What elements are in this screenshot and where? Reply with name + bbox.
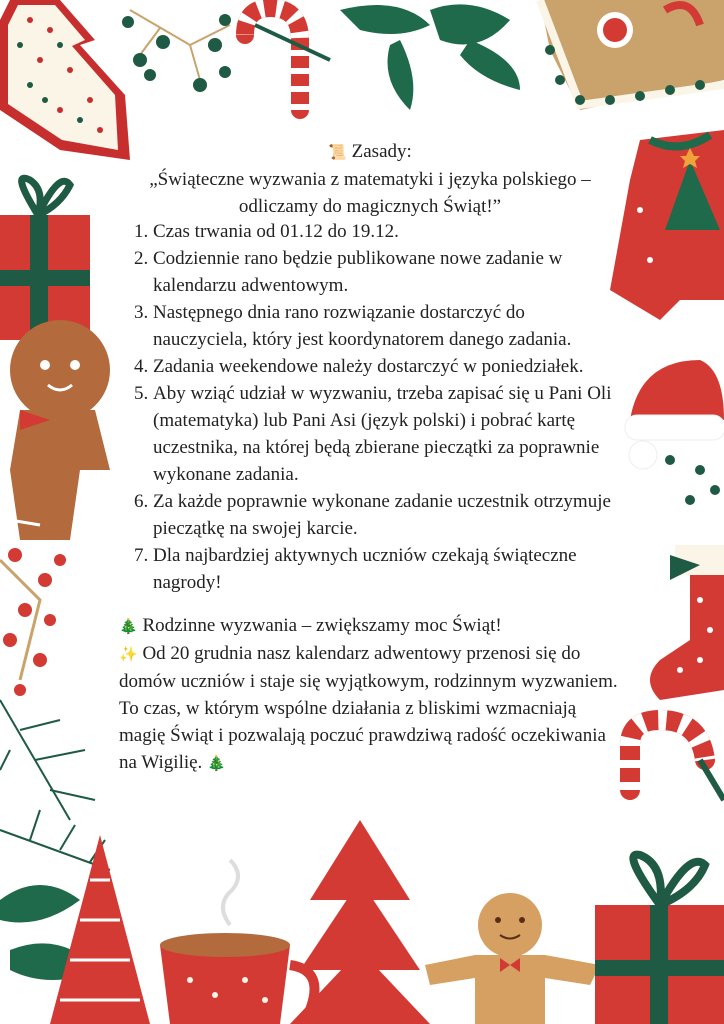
rules-list	[134, 218, 624, 596]
rule-item	[134, 218, 624, 245]
rule-text: Za każde poprawnie wykonane zadanie uczestnik otrzymuje pieczątkę na swojej karcie.	[153, 491, 611, 539]
rule-text: Aby wziąć udział w wyzwaniu, trzeba zapisać się u Pani Oli (matematyka) lub Pani Asi (język polski) i pobrać kartę uczestnika, na której będą zbierane pieczątki za poprawnie wykonane zadania.	[153, 383, 612, 485]
challenge-subtitle-line2: odliczamy do magicznych Świąt!”	[238, 196, 502, 217]
rule-number: 6.	[134, 491, 149, 512]
rule-number: 2.	[134, 248, 149, 269]
rule-item	[134, 299, 624, 353]
rule-text: Codziennie rano będzie publikowane nowe zadanie w kalendarzu adwentowym.	[153, 248, 563, 296]
sparkles-icon: ✨	[119, 645, 138, 663]
rules-title: Zasady:	[351, 141, 412, 162]
rule-text: Dla najbardziej aktywnych uczniów czekają świąteczne nagrody!	[153, 545, 577, 593]
family-challenge-section	[119, 612, 624, 777]
rule-item	[134, 542, 624, 596]
rules-title-line	[130, 138, 610, 166]
christmas-tree-icon: 🎄	[119, 617, 138, 635]
rules-header	[130, 138, 610, 220]
rule-text: Czas trwania od 01.12 do 19.12.	[153, 221, 399, 242]
rule-number: 3.	[134, 302, 149, 323]
rule-number: 5.	[134, 383, 149, 404]
rule-item	[134, 245, 624, 299]
challenge-subtitle-line1: „Świąteczne wyzwania z matematyki i języka polskiego –	[149, 169, 591, 190]
family-text-paragraph	[119, 640, 624, 777]
rule-number: 1.	[134, 221, 149, 242]
family-heading: Rodzinne wyzwania – zwiększamy moc Świąt!	[142, 615, 502, 636]
scroll-icon: 📜	[328, 143, 347, 161]
christmas-tree-end-icon: 🎄	[207, 754, 226, 772]
rule-item	[134, 488, 624, 542]
rule-item	[134, 353, 624, 380]
family-heading-line	[119, 612, 624, 640]
rule-number: 7.	[134, 545, 149, 566]
family-text: Od 20 grudnia nasz kalendarz adwentowy przenosi się do domów uczniów i staje się wyjątkowym, rodzinnym wyzwaniem. To czas, w którym wspólne działania z bliskimi wzmacniają magię Świąt i pozwalają poczuć prawdziwą radość oczekiwania na Wigilię.	[119, 643, 618, 773]
rule-number: 4.	[134, 356, 149, 377]
rule-item	[134, 380, 624, 488]
rule-text: Zadania weekendowe należy dostarczyć w poniedziałek.	[153, 356, 584, 377]
rule-text: Następnego dnia rano rozwiązanie dostarczyć do nauczyciela, który jest koordynatorem danego zadania.	[153, 302, 572, 350]
